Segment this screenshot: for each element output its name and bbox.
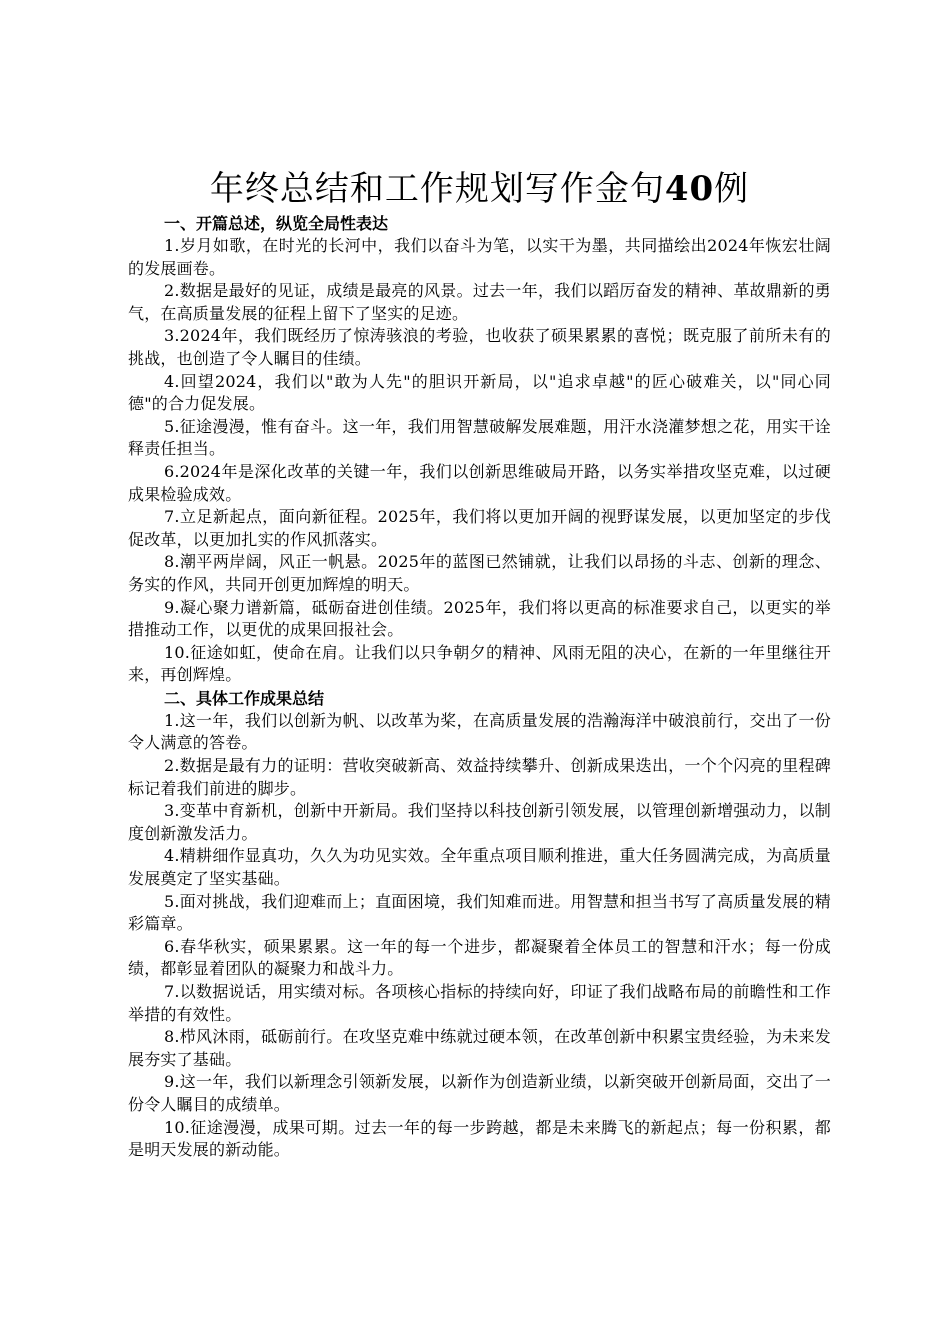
section-results [128,687,831,1162]
list-item: 5.征途漫漫，惟有奋斗。这一年，我们用智慧破解发展难题，用汗水浇灌梦想之花，用实干诠释责任担当。 [128,416,831,459]
page-title [128,168,831,210]
list-item: 6.春华秋实，硕果累累。这一年的每一个进步，都凝聚着全体员工的智慧和汗水；每一份成绩，都彰显着团队的凝聚力和战斗力。 [128,936,831,979]
title-number: 40 [664,169,715,209]
document-page [128,168,831,1162]
list-item: 4.精耕细作显真功，久久为功见实效。全年重点项目顺利推进，重大任务圆满完成，为高质量发展奠定了坚实基础。 [128,846,831,889]
list-item: 9.凝心聚力谱新篇，砥砺奋进创佳绩。2025年，我们将以更高的标准要求自己，以更实的举措推动工作，以更优的成果回报社会。 [128,597,831,640]
list-item: 8.潮平两岸阔，风正一帆悬。2025年的蓝图已然铺就，让我们以昂扬的斗志、创新的理念、务实的作风，共同开创更加辉煌的明天。 [128,552,831,594]
list-item: 2.数据是最有力的证明：营收突破新高、效益持续攀升、创新成果迭出，一个个闪亮的里程碑标记着我们前进的脚步。 [128,756,831,798]
list-item: 5.面对挑战，我们迎难而上；直面困境，我们知难而进。用智慧和担当书写了高质量发展的精彩篇章。 [128,891,831,934]
list-item: 3.2024年，我们既经历了惊涛骇浪的考验，也收获了硕果累累的喜悦；既克服了前所未有的挑战，也创造了令人瞩目的佳绩。 [128,326,831,368]
list-item: 8.栉风沐雨，砥砺前行。在攻坚克难中练就过硬本领，在改革创新中积累宝贵经验，为未来发展夯实了基础。 [128,1027,831,1069]
list-item: 6.2024年是深化改革的关键一年，我们以创新思维破局开路，以务实举措攻坚克难，以过硬成果检验成效。 [128,461,831,504]
title-text: 年终总结和工作规划写作金句 [209,169,665,209]
list-item: 10.征途如虹，使命在肩。让我们以只争朝夕的精神、风雨无阻的决心，在新的一年里继往开来，再创辉煌。 [128,642,831,685]
list-item: 10.征途漫漫，成果可期。过去一年的每一步跨越，都是未来腾飞的新起点；每一份积累，都是明天发展的新动能。 [128,1117,831,1160]
list-item: 7.以数据说话，用实绩对标。各项核心指标的持续向好，印证了我们战略布局的前瞻性和工作举措的有效性。 [128,982,831,1024]
list-item: 3.变革中育新机，创新中开新局。我们坚持以科技创新引领发展，以管理创新增强动力，以制度创新激发活力。 [128,801,831,843]
section-heading: 二、具体工作成果总结 [164,688,325,708]
list-item: 2.数据是最好的见证，成绩是最亮的风景。过去一年，我们以蹈厉奋发的精神、革故鼎新的勇气，在高质量发展的征程上留下了坚实的足迹。 [128,281,831,323]
list-item: 1.这一年，我们以创新为帆、以改革为桨，在高质量发展的浩瀚海洋中破浪前行，交出了一份令人满意的答卷。 [128,710,831,753]
title-suffix: 例 [714,169,750,209]
section-heading: 一、开篇总述，纵览全局性表达 [164,214,389,233]
list-item: 4.回望2024，我们以"敢为人先"的胆识开新局，以"追求卓越"的匠心破难关，以"同心同德"的合力促发展。 [128,371,831,414]
list-item: 9.这一年，我们以新理念引领新发展，以新作为创造新业绩，以新突破开创新局面，交出了一份令人瞩目的成绩单。 [128,1072,831,1114]
section-opening [128,212,831,687]
list-item: 1.岁月如歌，在时光的长河中，我们以奋斗为笔，以实干为墨，共同描绘出2024年恢宏壮阔的发展画卷。 [128,236,831,278]
list-item: 7.立足新起点，面向新征程。2025年，我们将以更加开阔的视野谋发展，以更加坚定的步伐促改革，以更加扎实的作风抓落实。 [128,507,831,549]
